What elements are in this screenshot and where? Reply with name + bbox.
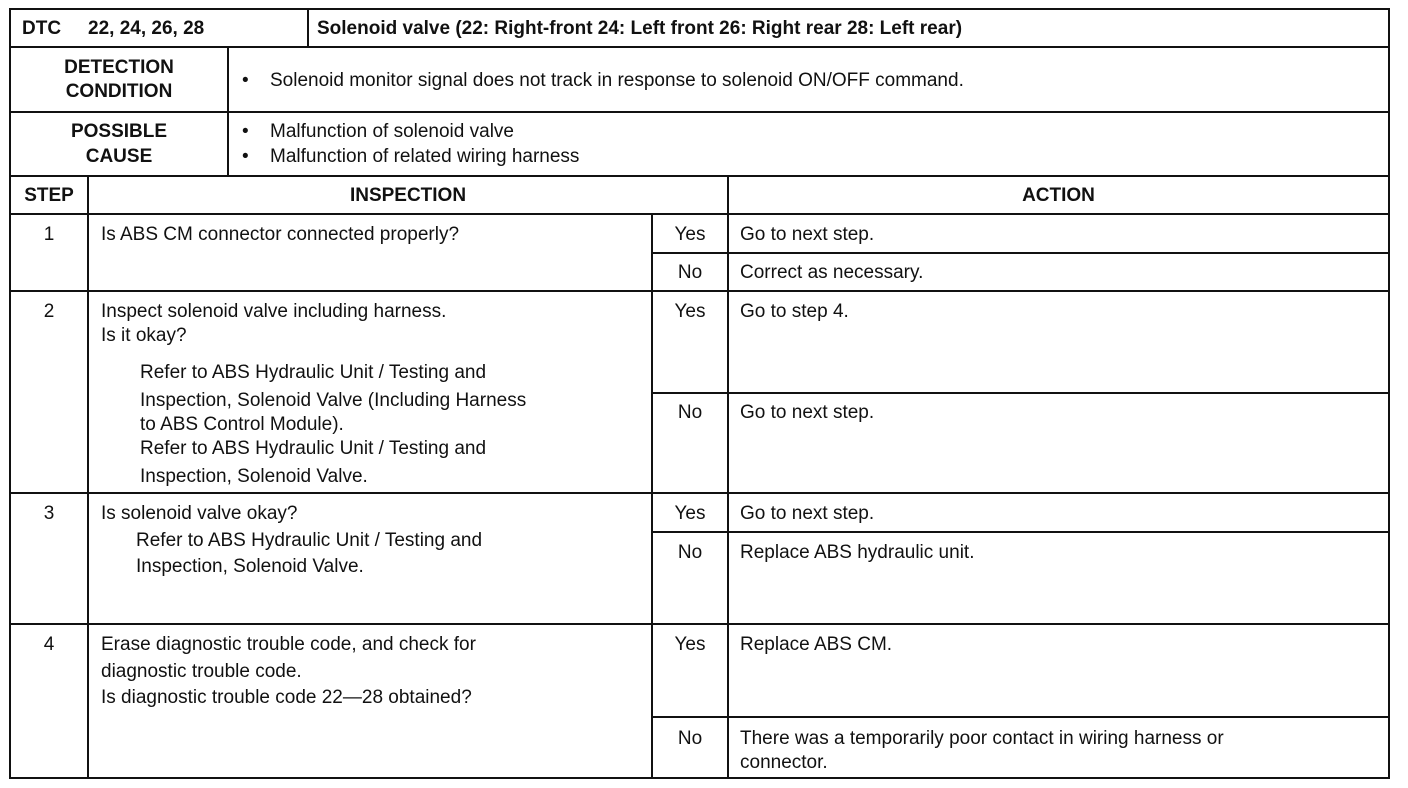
- rule: [9, 290, 1390, 292]
- cause-label-line1: POSSIBLE: [70, 121, 168, 142]
- reference-text: Inspection, Solenoid Valve.: [140, 466, 368, 487]
- no-action: Replace ABS hydraulic unit.: [740, 542, 975, 563]
- cause-label-line2: CAUSE: [85, 146, 153, 167]
- rule: [651, 392, 1390, 394]
- no-action: connector.: [740, 752, 828, 773]
- reference-text: Refer to ABS Hydraulic Unit / Testing and: [140, 438, 487, 459]
- rule: [9, 213, 1390, 215]
- rule: [9, 46, 1390, 48]
- inspection-text: diagnostic trouble code.: [101, 661, 302, 682]
- no-label: No: [677, 262, 703, 283]
- rule: [307, 8, 309, 48]
- rule: [651, 531, 1390, 533]
- dtc-label: DTC: [22, 18, 62, 39]
- column-header-inspection: INSPECTION: [349, 185, 467, 206]
- no-label: No: [677, 728, 703, 749]
- detection-label-line2: CONDITION: [65, 81, 173, 102]
- reference-text: Inspection, Solenoid Valve.: [136, 556, 364, 577]
- rule: [651, 252, 1390, 254]
- no-action: There was a temporarily poor contact in wiring harness or: [740, 728, 1224, 749]
- yes-action: Go to next step.: [740, 503, 875, 524]
- cause-item: • Malfunction of related wiring harness: [270, 145, 579, 168]
- yes-label: Yes: [674, 224, 706, 245]
- step-number: 4: [43, 634, 55, 655]
- rule: [9, 111, 1390, 113]
- step-number: 1: [43, 224, 55, 245]
- rule: [87, 175, 89, 779]
- rule: [651, 716, 1390, 718]
- no-action: Go to next step.: [740, 402, 875, 423]
- detection-label-line1: DETECTION: [64, 57, 174, 78]
- inspection-text: Erase diagnostic trouble code, and check for: [101, 634, 476, 655]
- inspection-text: Is ABS CM connector connected properly?: [101, 224, 460, 245]
- detection-item: • Solenoid monitor signal does not track in response to solenoid ON/OFF command.: [270, 69, 964, 92]
- rule: [9, 175, 1390, 177]
- inspection-text: Is it okay?: [101, 325, 187, 346]
- reference-text: Refer to ABS Hydraulic Unit / Testing and: [136, 530, 483, 551]
- cause-item: • Malfunction of solenoid valve: [270, 120, 514, 143]
- rule: [9, 8, 1390, 10]
- no-label: No: [677, 402, 703, 423]
- yes-action: Go to next step.: [740, 224, 875, 245]
- page-title: Solenoid valve (22: Right-front 24: Left front 26: Right rear 28: Left rear): [317, 18, 963, 39]
- inspection-text: Is diagnostic trouble code 22—28 obtained?: [101, 687, 472, 708]
- column-header-step: STEP: [24, 185, 74, 206]
- rule: [227, 46, 229, 177]
- reference-text: Refer to ABS Hydraulic Unit / Testing and: [140, 362, 487, 383]
- step-number: 2: [43, 301, 55, 322]
- reference-text: to ABS Control Module).: [140, 414, 344, 435]
- yes-label: Yes: [674, 503, 706, 524]
- no-action: Correct as necessary.: [740, 262, 924, 283]
- yes-label: Yes: [674, 634, 706, 655]
- reference-text: Inspection, Solenoid Valve (Including Harness: [140, 390, 527, 411]
- rule: [651, 213, 653, 779]
- rule: [727, 175, 729, 779]
- column-header-action: ACTION: [1022, 185, 1095, 206]
- yes-action: Replace ABS CM.: [740, 634, 893, 655]
- inspection-text: Inspect solenoid valve including harness.: [101, 301, 447, 322]
- no-label: No: [677, 542, 703, 563]
- yes-label: Yes: [674, 301, 706, 322]
- dtc-codes: 22, 24, 26, 28: [88, 18, 205, 39]
- rule: [9, 777, 1390, 779]
- step-number: 3: [43, 503, 55, 524]
- rule: [9, 623, 1390, 625]
- yes-action: Go to step 4.: [740, 301, 849, 322]
- rule: [1388, 8, 1390, 779]
- inspection-text: Is solenoid valve okay?: [101, 503, 298, 524]
- rule: [9, 492, 1390, 494]
